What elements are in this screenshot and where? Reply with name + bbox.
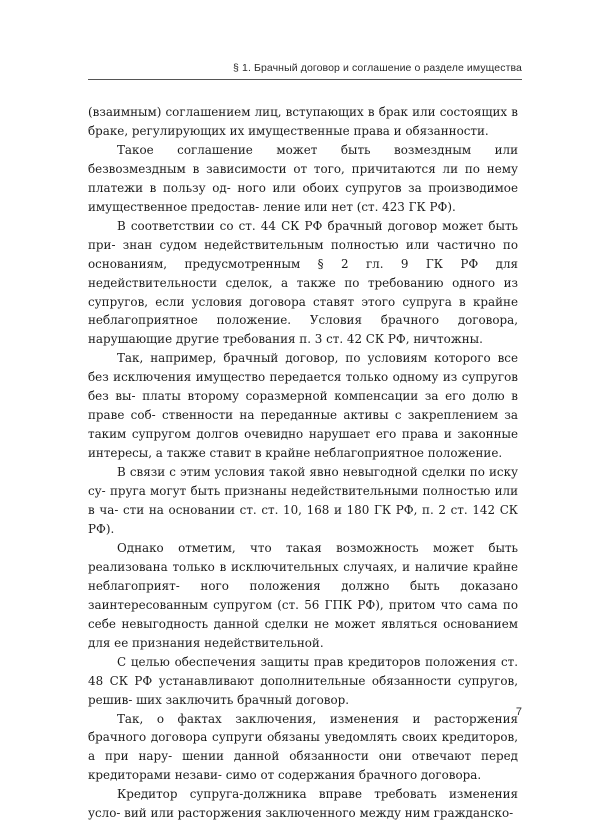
text-line: (ст. 56 ГПК РФ), притом что сама по себе невыгодность данной сделки bbox=[88, 597, 518, 631]
paragraph-5 bbox=[88, 463, 518, 539]
text-line: шении данной обязанности они отвечают перед кредиторами незави- bbox=[88, 749, 518, 783]
text-line: исключения имущество передается только одному из супругов без вы- bbox=[88, 370, 518, 404]
text-line: Кредитор супруга-должника вправе требовать изменения усло- bbox=[88, 787, 518, 821]
paragraph-2 bbox=[88, 141, 518, 217]
text-line: симо от содержания брачного договора. bbox=[225, 768, 482, 783]
text-line: знан судом недействительным полностью или частично по основаниям, bbox=[88, 237, 519, 271]
text-line: (взаимным) соглашением лиц, вступающих в брак или состоящих в bbox=[88, 105, 518, 119]
text-line: договора, нарушающие другие требования п. 3 ст. 42 СК РФ, ничтожны. bbox=[88, 313, 519, 347]
page-body bbox=[88, 103, 518, 823]
text-line: договора супруги обязаны уведомлять своих кредиторов, а при нару- bbox=[88, 730, 519, 764]
text-line: СК РФ устанавливают дополнительные обязанности супругов, решив- bbox=[88, 673, 518, 707]
header-divider bbox=[88, 79, 522, 80]
text-line: платы второму соразмерной компенсации за его долю в праве соб- bbox=[88, 389, 519, 423]
text-line: сти на основании ст. ст. 10, 168 и 180 ГК РФ, п. 2 ст. 142 СК РФ). bbox=[88, 503, 518, 536]
paragraph-3 bbox=[88, 217, 518, 350]
text-line: Так, о фактах заключения, изменения и расторжения брачного bbox=[88, 711, 518, 745]
text-line: пруга могут быть признаны недействительными полностью или в ча- bbox=[88, 484, 518, 518]
text-line: ственности на переданные активы с закреплением за таким супругом bbox=[88, 408, 519, 442]
text-line: ного или обоих супругов за производимое имущественное предостав- bbox=[88, 180, 519, 214]
text-line: предусмотренным § 2 гл. 9 ГК РФ для недействительности сделок, а bbox=[88, 256, 518, 290]
paragraph-7 bbox=[88, 653, 518, 710]
text-line: этого супруга в крайне неблагоприятное положение. Условия брачного bbox=[88, 294, 518, 328]
text-line: не может являться основанием для ее признания недействительной. bbox=[88, 616, 518, 650]
text-line: Такое соглашение может быть возмездным или безвозмездным в bbox=[88, 142, 518, 176]
text-line: ного положения должно быть доказано заинтересованным супругом bbox=[88, 578, 519, 612]
text-line: вий или расторжения заключенного между ним гражданско- bbox=[124, 806, 514, 821]
paragraph-8 bbox=[88, 710, 518, 786]
paragraph-1 bbox=[88, 103, 518, 141]
text-line: Однако отметим, что такая возможность может быть реализована bbox=[88, 540, 518, 574]
text-line: долгов очевидно нарушает его права и законные интересы, а также bbox=[88, 427, 518, 461]
paragraph-4 bbox=[88, 349, 518, 463]
text-line: браке, регулирующих их имущественные права и обязанности. bbox=[88, 123, 489, 138]
text-line: только в исключительных случаях, и наличие крайне неблагоприят- bbox=[88, 559, 518, 593]
paragraph-9 bbox=[88, 785, 518, 823]
paragraph-6 bbox=[88, 539, 518, 653]
text-line: Так, например, брачный договор, по условиям которого все без bbox=[88, 351, 518, 385]
text-line: В связи с этим условия такой явно невыгодной сделки по иску су- bbox=[88, 465, 518, 499]
text-line: ление или нет (ст. 423 ГК РФ). bbox=[262, 199, 456, 214]
text-line: зависимости от того, причитаются ли по нему платежи в пользу од- bbox=[88, 161, 519, 195]
text-line: ставит в крайне неблагоприятное положение. bbox=[209, 446, 503, 461]
page-number: 7 bbox=[515, 706, 522, 718]
text-line: В соответствии со ст. 44 СК РФ брачный договор может быть при- bbox=[88, 218, 518, 252]
text-line: С целью обеспечения защиты прав кредиторов положения ст. 48 bbox=[88, 654, 518, 688]
running-header-title: § 1. Брачный договор и соглашение о разделе имущества bbox=[233, 62, 522, 74]
text-line: ших заключить брачный договор. bbox=[136, 692, 350, 707]
text-line: также по требованию одного из супругов, если условия договора ставят bbox=[88, 275, 518, 309]
